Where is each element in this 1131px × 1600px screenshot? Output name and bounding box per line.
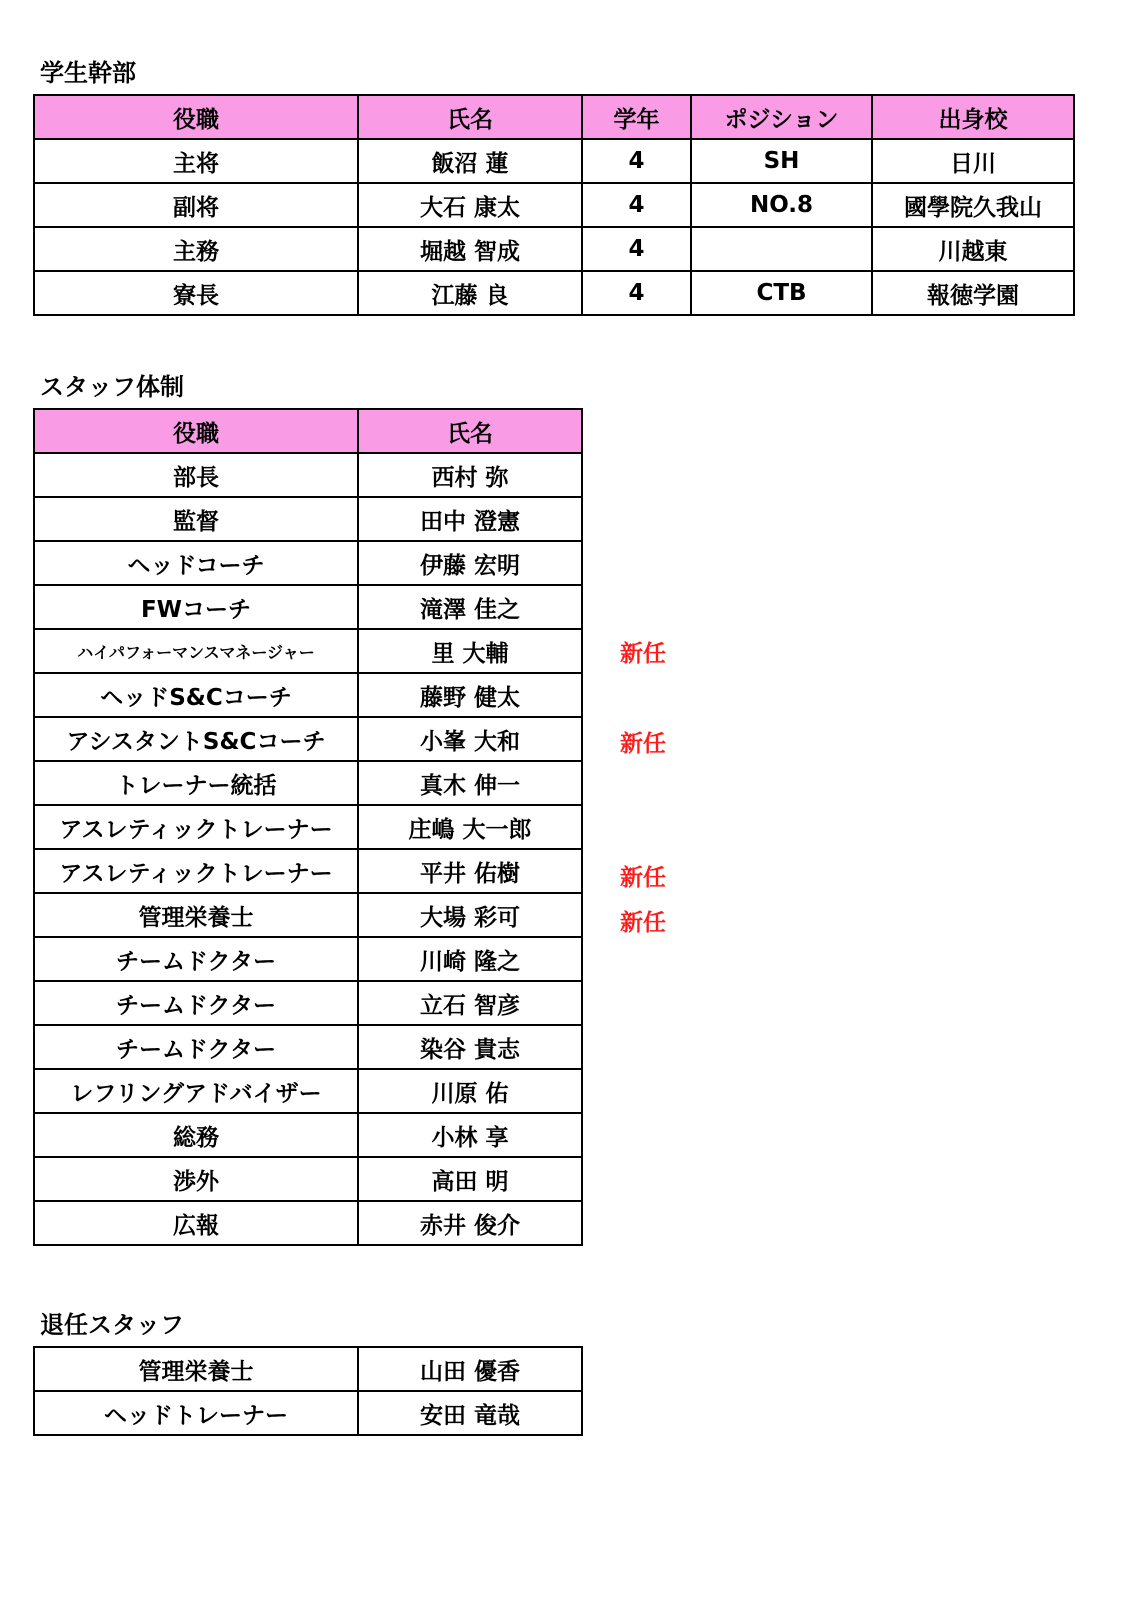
cell-role: 主将 (34, 139, 358, 183)
cell-role: ハイパフォーマンスマネージャー (34, 629, 358, 673)
retired-title: 退任スタッフ (40, 1311, 184, 1339)
cell-name: 立石 智彦 (358, 981, 582, 1025)
cell-role: 監督 (34, 497, 358, 541)
cell-role: 部長 (34, 453, 358, 497)
table-row (34, 1157, 582, 1201)
cell-year: 4 (582, 183, 691, 227)
cell-role: チームドクター (34, 1025, 358, 1069)
table-row (34, 937, 582, 981)
header-school: 出身校 (872, 95, 1074, 139)
cell-school: 日川 (872, 139, 1074, 183)
cell-name: 庄嶋 大一郎 (358, 805, 582, 849)
cell-role: 寮長 (34, 271, 358, 315)
cell-role: トレーナー統括 (34, 761, 358, 805)
cell-position (691, 227, 872, 271)
cell-name: 江藤 良 (358, 271, 582, 315)
cell-position: SH (691, 139, 872, 183)
header-name: 氏名 (358, 95, 582, 139)
table-row (34, 497, 582, 541)
new-badge: 新任 (620, 865, 666, 891)
cell-role: 主務 (34, 227, 358, 271)
cell-school: 國學院久我山 (872, 183, 1074, 227)
cell-role: レフリングアドバイザー (34, 1069, 358, 1113)
cell-role: 副将 (34, 183, 358, 227)
cell-year: 4 (582, 227, 691, 271)
cell-position: CTB (691, 271, 872, 315)
cell-name: 小林 享 (358, 1113, 582, 1157)
table-row (34, 1347, 582, 1391)
new-badge: 新任 (620, 910, 666, 936)
cell-role: ヘッドトレーナー (34, 1391, 358, 1435)
cell-name: 高田 明 (358, 1157, 582, 1201)
table-row (34, 585, 582, 629)
header-name: 氏名 (358, 409, 582, 453)
cell-name: 小峯 大和 (358, 717, 582, 761)
cell-name: 飯沼 蓮 (358, 139, 582, 183)
cell-school: 川越東 (872, 227, 1074, 271)
table-row (34, 453, 582, 497)
cell-name: 西村 弥 (358, 453, 582, 497)
officers-table (33, 94, 1075, 316)
cell-name: 安田 竜哉 (358, 1391, 582, 1435)
staff-table (33, 408, 583, 1246)
cell-school: 報徳学園 (872, 271, 1074, 315)
cell-name: 川原 佑 (358, 1069, 582, 1113)
new-badge: 新任 (620, 641, 666, 667)
table-row (34, 629, 582, 673)
cell-role: 管理栄養士 (34, 893, 358, 937)
table-row (34, 227, 1074, 271)
cell-role: チームドクター (34, 937, 358, 981)
cell-role: アシスタントS&Cコーチ (34, 717, 358, 761)
table-row (34, 717, 582, 761)
table-row (34, 139, 1074, 183)
cell-name: 真木 伸一 (358, 761, 582, 805)
table-row (34, 1391, 582, 1435)
cell-name: 田中 澄憲 (358, 497, 582, 541)
header-year: 学年 (582, 95, 691, 139)
new-badge: 新任 (620, 731, 666, 757)
table-row (34, 1113, 582, 1157)
cell-role: 渉外 (34, 1157, 358, 1201)
header-role: 役職 (34, 409, 358, 453)
table-row (34, 673, 582, 717)
cell-name: 染谷 貴志 (358, 1025, 582, 1069)
cell-role: チームドクター (34, 981, 358, 1025)
cell-name: 大場 彩可 (358, 893, 582, 937)
table-row (34, 761, 582, 805)
cell-role: FWコーチ (34, 585, 358, 629)
cell-year: 4 (582, 271, 691, 315)
cell-name: 大石 康太 (358, 183, 582, 227)
cell-name: 赤井 俊介 (358, 1201, 582, 1245)
cell-name: 里 大輔 (358, 629, 582, 673)
table-row (34, 183, 1074, 227)
staff-header-row (34, 409, 582, 453)
cell-role: アスレティックトレーナー (34, 849, 358, 893)
cell-name: 堀越 智成 (358, 227, 582, 271)
table-row (34, 541, 582, 585)
header-role: 役職 (34, 95, 358, 139)
cell-name: 川崎 隆之 (358, 937, 582, 981)
cell-role: 総務 (34, 1113, 358, 1157)
staff-title: スタッフ体制 (40, 373, 184, 401)
cell-role: 管理栄養士 (34, 1347, 358, 1391)
table-row (34, 849, 582, 893)
table-row (34, 1069, 582, 1113)
cell-role: 広報 (34, 1201, 358, 1245)
cell-role: アスレティックトレーナー (34, 805, 358, 849)
cell-role: ヘッドS&Cコーチ (34, 673, 358, 717)
table-row (34, 1025, 582, 1069)
table-row (34, 271, 1074, 315)
cell-name: 山田 優香 (358, 1347, 582, 1391)
table-row (34, 981, 582, 1025)
header-position: ポジション (691, 95, 872, 139)
cell-role: ヘッドコーチ (34, 541, 358, 585)
cell-name: 平井 佑樹 (358, 849, 582, 893)
table-row (34, 893, 582, 937)
cell-name: 藤野 健太 (358, 673, 582, 717)
table-row (34, 805, 582, 849)
cell-year: 4 (582, 139, 691, 183)
officers-header-row (34, 95, 1074, 139)
cell-position: NO.8 (691, 183, 872, 227)
table-row (34, 1201, 582, 1245)
retired-table (33, 1346, 583, 1436)
officers-title: 学生幹部 (40, 59, 136, 87)
cell-name: 滝澤 佳之 (358, 585, 582, 629)
cell-name: 伊藤 宏明 (358, 541, 582, 585)
